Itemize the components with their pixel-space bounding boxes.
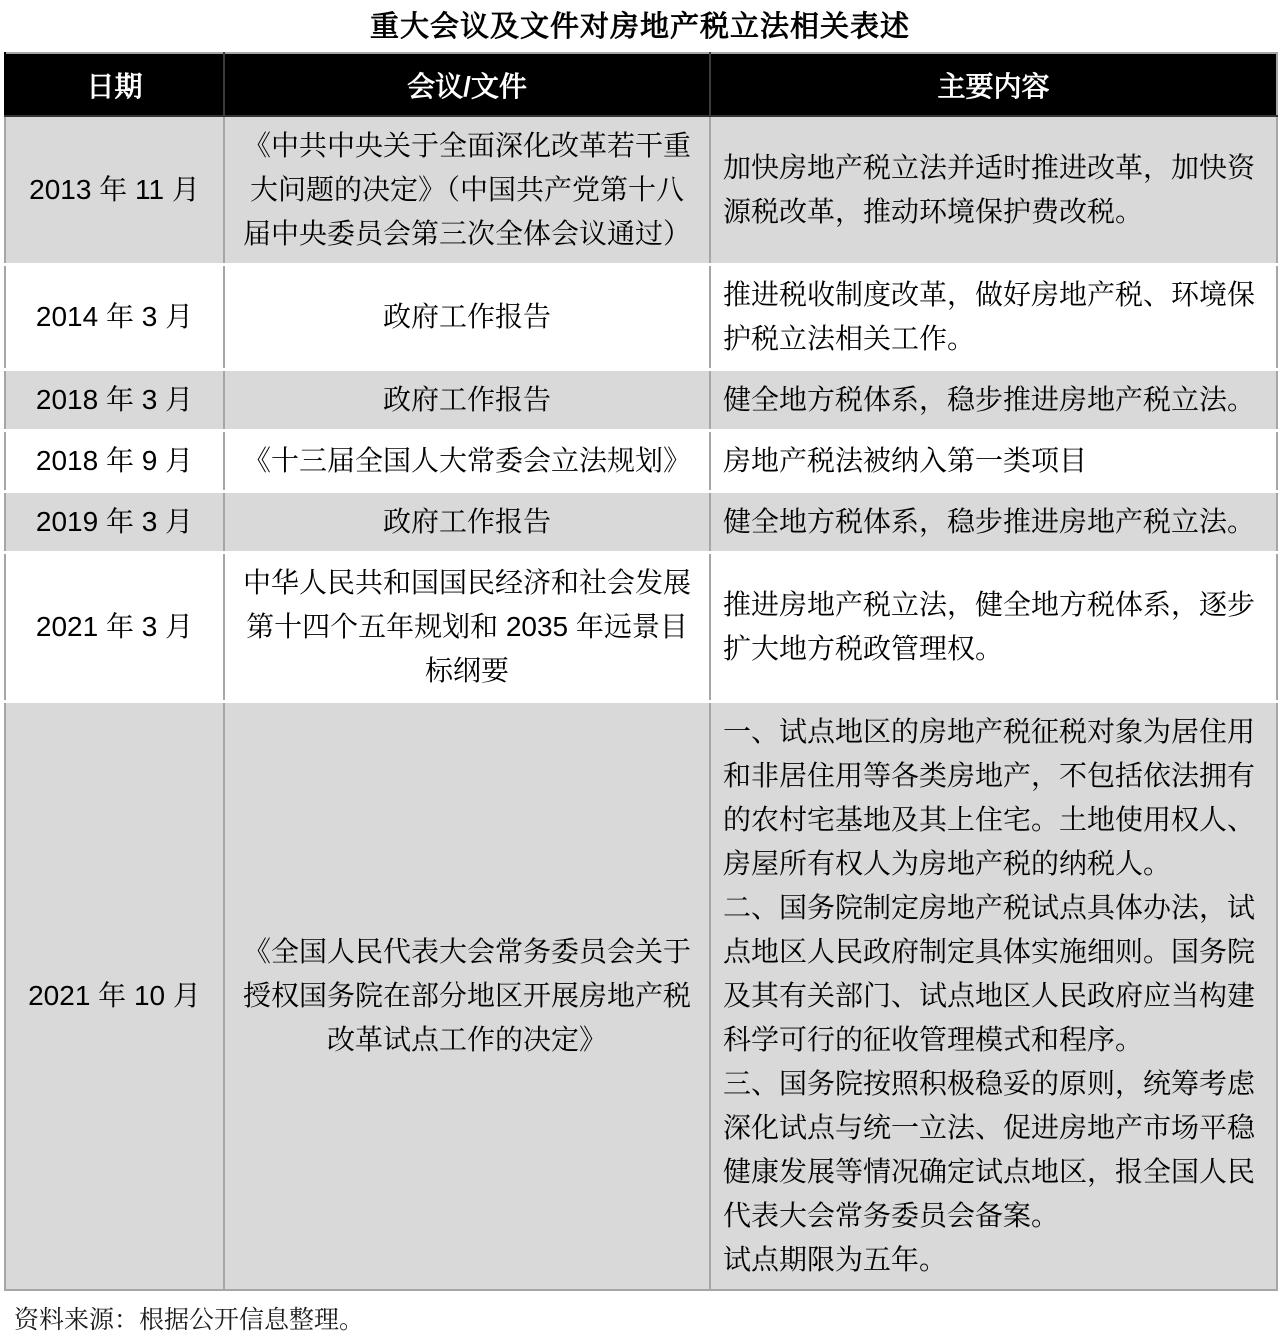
table-row: [5, 116, 1277, 265]
table-row: [5, 431, 1277, 492]
cell-document: 中华人民共和国国民经济和社会发展第十四个五年规划和 2035 年远景目标纲要: [224, 553, 710, 702]
cell-date: 2021 年 10 月: [5, 702, 224, 1291]
cell-content: 房地产税法被纳入第一类项目: [710, 431, 1277, 492]
table-row: [5, 492, 1277, 553]
cell-date: 2019 年 3 月: [5, 492, 224, 553]
legislation-table: [4, 52, 1278, 1291]
table-header-content: 主要内容: [710, 53, 1277, 116]
cell-document: 政府工作报告: [224, 370, 710, 431]
cell-date: 2021 年 3 月: [5, 553, 224, 702]
cell-date: 2018 年 9 月: [5, 431, 224, 492]
cell-document: 政府工作报告: [224, 492, 710, 553]
cell-date: 2018 年 3 月: [5, 370, 224, 431]
table-row: [5, 265, 1277, 370]
cell-content: 推进房地产税立法，健全地方税体系，逐步扩大地方税政管理权。: [710, 553, 1277, 702]
cell-date: 2014 年 3 月: [5, 265, 224, 370]
cell-content: 加快房地产税立法并适时推进改革，加快资源税改革，推动环境保护费改税。: [710, 116, 1277, 265]
cell-content: 健全地方税体系，稳步推进房地产税立法。: [710, 370, 1277, 431]
cell-content: 一、试点地区的房地产税征税对象为居住用和非居住用等各类房地产，不包括依法拥有的农村宅基地及其上住宅。土地使用权人、房屋所有权人为房地产税的纳税人。 二、国务院制定房地产税试点具体办法，试点地区人民政府制定具体实施细则。国务院及其有关部门、试点地区人民政府应当构建科学可行的征收管理模式和程序。 三、国务院按照积极稳妥的原则，统筹考虑深化试点与统一立法、促进房地产市场平稳健康发展等情况确定试点地区，报全国人民代表大会常务委员会备案。 试点期限为五年。: [710, 702, 1277, 1291]
source-note: 资料来源：根据公开信息整理。: [14, 1306, 365, 1334]
table-row: [5, 553, 1277, 702]
cell-date: 2013 年 11 月: [5, 116, 224, 265]
table-header-date: 日期: [5, 53, 224, 116]
cell-content: 推进税收制度改革，做好房地产税、环境保护税立法相关工作。: [710, 265, 1277, 370]
page-title: 重大会议及文件对房地产税立法相关表述: [369, 11, 910, 43]
cell-document: 《十三届全国人大常委会立法规划》: [224, 431, 710, 492]
cell-content: 健全地方税体系，稳步推进房地产税立法。: [710, 492, 1277, 553]
table-row: [5, 370, 1277, 431]
cell-document: 《中共中央关于全面深化改革若干重大问题的决定》（中国共产党第十八届中央委员会第三次全体会议通过）: [224, 116, 710, 265]
cell-document: 政府工作报告: [224, 265, 710, 370]
table-row: [5, 702, 1277, 1291]
cell-document: 《全国人民代表大会常务委员会关于授权国务院在部分地区开展房地产税改革试点工作的决定》: [224, 702, 710, 1291]
table-header: [5, 53, 1277, 116]
table-header-document: 会议/文件: [224, 53, 710, 116]
